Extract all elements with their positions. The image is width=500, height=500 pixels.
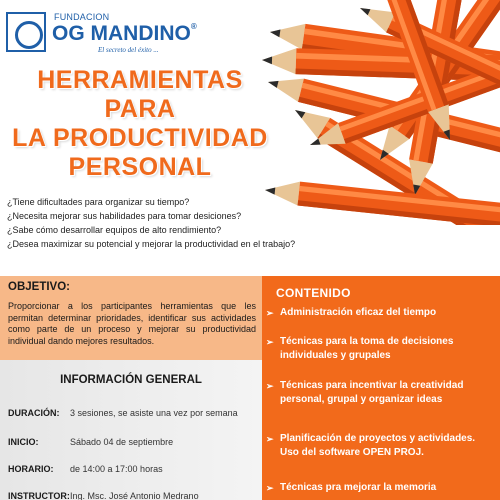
question-item: ¿Sabe cómo desarrollar equipos de alto rendimiento? [7, 225, 222, 235]
objective-title: OBJETIVO: [8, 281, 70, 293]
question-item: ¿Necesita mejorar sus habilidades para tomar desiciones? [7, 211, 242, 221]
arrow-bullet-icon: ➢ [266, 381, 274, 391]
content-item-text: Administración eficaz del tiempo [280, 307, 437, 318]
arrow-bullet-icon: ➢ [266, 434, 274, 444]
arrow-bullet-icon: ➢ [266, 337, 274, 347]
content-item [266, 481, 496, 495]
title-line-3: LA PRODUCTIVIDAD [12, 124, 268, 152]
question-item: ¿Desea maximizar su potencial y mejorar la productividad en el trabajo? [7, 239, 296, 249]
logo-mark-icon [6, 12, 46, 52]
content-item-text: Técnicas para la toma de decisiones individuales y grupales [280, 336, 454, 361]
logo-fundacion-text: FUNDACION [54, 12, 110, 22]
logo-name-text: OG MANDINO® [52, 22, 197, 45]
title-line-4: PERSONAL [68, 153, 212, 181]
registered-mark: ® [190, 22, 197, 31]
info-label: DURACIÓN: [8, 408, 60, 418]
info-label: INICIO: [8, 437, 39, 447]
info-value: de 14:00 a 17:00 horas [70, 464, 163, 474]
info-row-horario [8, 464, 163, 474]
objective-text: Proporcionar a los participantes herramientas que les permitan determinar prioridades, identificar sus actividades como parte de un proceso y mejorar su productividad individual dando mejores resultados. [8, 301, 256, 346]
info-value: 3 sesiones, se asiste una vez por semana [70, 408, 238, 418]
content-title: CONTENIDO [276, 286, 351, 300]
content-item-text: Técnicas para incentivar la creatividad personal, grupal y organizar ideas [280, 380, 464, 405]
content-section [262, 276, 500, 500]
objective-section [0, 276, 262, 360]
info-row-instructor [8, 491, 199, 500]
info-label: HORARIO: [8, 464, 54, 474]
general-info-title: INFORMACIÓN GENERAL [60, 374, 202, 386]
page-title [0, 66, 280, 182]
title-line-1: HERRAMIENTAS [37, 66, 243, 94]
title-line-2: PARA [104, 95, 176, 123]
content-item-text: Técnicas pra mejorar la memoria [280, 482, 437, 493]
question-item: ¿Tiene dificultades para organizar su tiempo? [7, 197, 190, 207]
arrow-bullet-icon: ➢ [266, 308, 274, 318]
info-value: Ing. Msc. José Antonio Medrano [70, 491, 199, 500]
info-row-duracion [8, 408, 238, 418]
fundacion-og-mandino-logo [6, 8, 197, 54]
arrow-bullet-icon: ➢ [266, 483, 274, 493]
info-label: INSTRUCTOR: [8, 491, 70, 500]
content-item [266, 432, 496, 460]
general-info-section [0, 360, 262, 500]
content-item-text: Planificación de proyectos y actividades. Uso del software OPEN PROJ. [280, 433, 476, 458]
questions-list [7, 195, 327, 251]
content-item [266, 306, 496, 320]
info-row-inicio [8, 437, 173, 447]
content-item [266, 379, 496, 407]
info-value: Sábado 04 de septiembre [70, 437, 174, 447]
logo-tagline: El secreto del éxito ... [98, 46, 159, 54]
content-item [266, 335, 496, 363]
